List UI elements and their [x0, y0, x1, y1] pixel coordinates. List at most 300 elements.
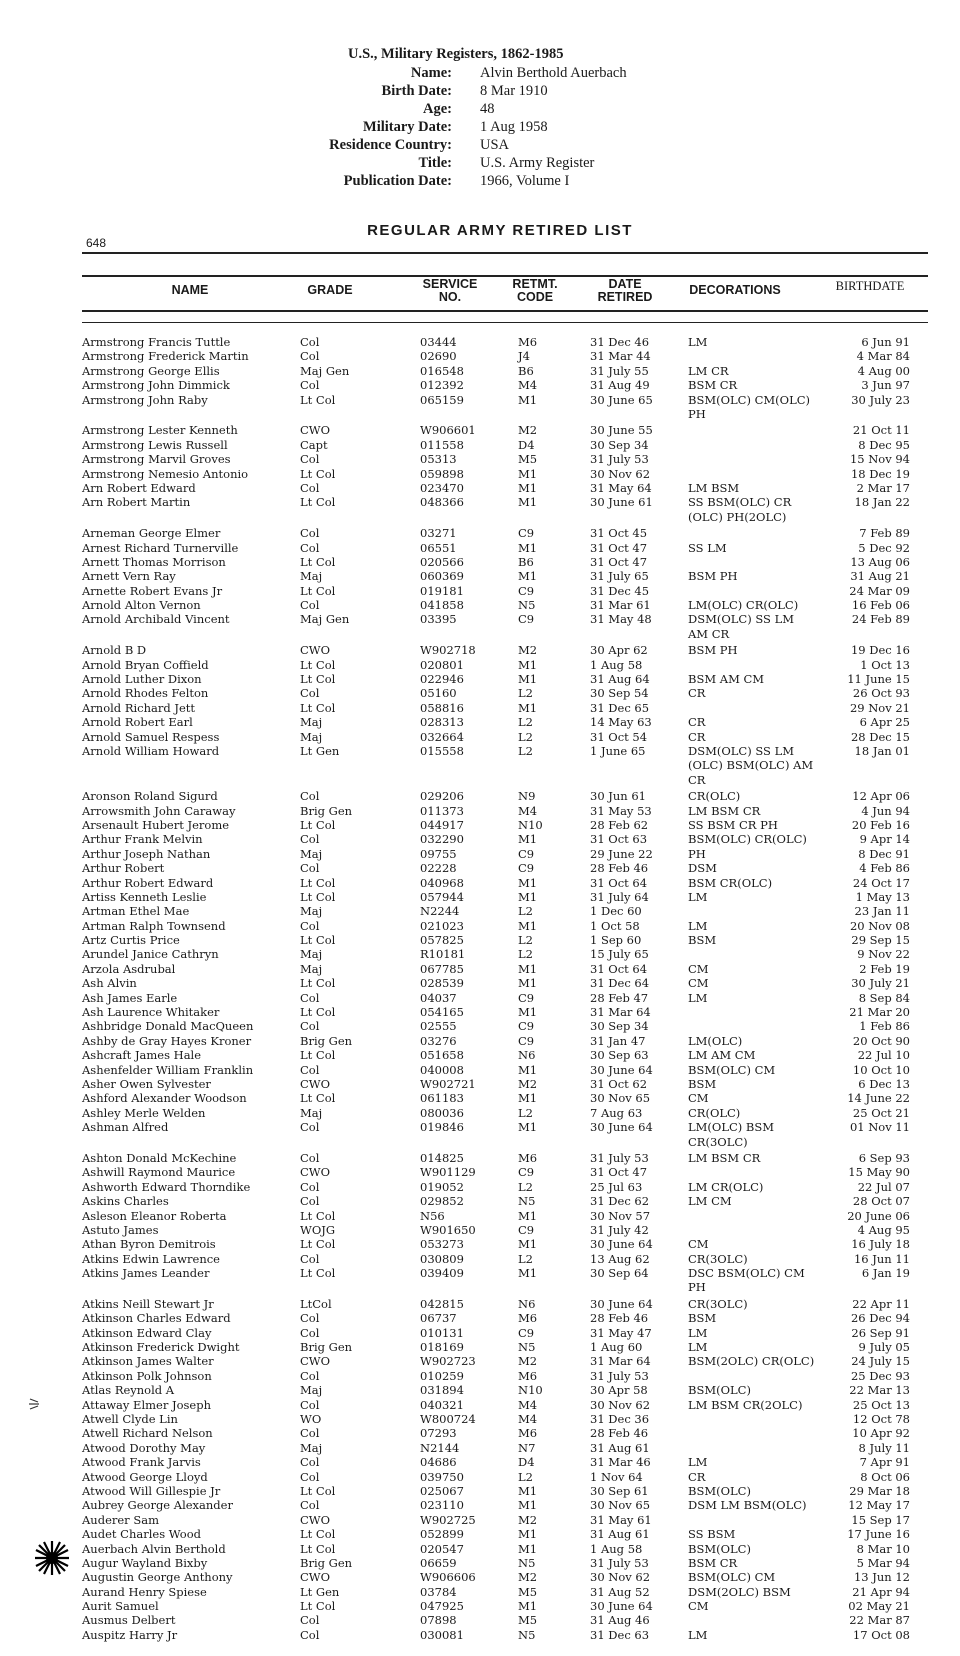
name-cell: Ashton Donald McKechine — [82, 1150, 237, 1165]
date-retired-cell: 31 Dec 36 — [590, 1412, 650, 1426]
table-row — [0, 1120, 960, 1151]
field-value: 1 Aug 1958 — [480, 119, 548, 135]
service-no-cell: 028539 — [420, 976, 464, 991]
service-no-cell: 022946 — [420, 672, 464, 687]
service-no-cell: 028313 — [420, 715, 464, 730]
birthdate-cell: 16 July 18 — [851, 1237, 910, 1252]
decorations-cell: CR — [688, 729, 706, 744]
record-title: U.S., Military Registers, 1862-1985 — [348, 46, 564, 62]
date-retired-cell: 31 Mar 46 — [590, 1455, 651, 1470]
decorations-cell: LM BSM — [688, 480, 740, 495]
name-cell: Asleson Eleanor Roberta — [82, 1208, 227, 1223]
date-retired-cell: 31 Oct 62 — [590, 1076, 648, 1091]
date-retired-cell: 30 June 64 — [590, 1237, 653, 1252]
table-row — [0, 832, 960, 846]
name-cell: Arnold Luther Dixon — [82, 672, 202, 687]
date-retired-cell: 31 July 65 — [590, 569, 649, 584]
date-retired-cell: 31 Dec 64 — [590, 976, 650, 991]
grade-cell: Lt Col — [300, 1599, 336, 1614]
service-no-cell: 03395 — [420, 612, 457, 627]
service-no-cell: 015558 — [420, 743, 464, 758]
name-cell: Ashley Merle Welden — [82, 1105, 206, 1120]
grade-cell: Col — [300, 1019, 320, 1034]
date-retired-cell: 28 Feb 46 — [590, 1426, 649, 1441]
date-retired-cell: 31 Aug 52 — [590, 1584, 650, 1599]
birthdate-cell: 9 Nov 22 — [857, 947, 910, 962]
date-retired-cell: 31 Mar 64 — [590, 1005, 651, 1020]
retmt-code-cell: M1 — [518, 1483, 538, 1498]
birthdate-cell: 25 Oct 21 — [852, 1105, 910, 1120]
table-row — [0, 744, 960, 789]
service-no-cell: 059898 — [420, 466, 464, 481]
decorations-cell: LM(OLC) — [688, 1033, 743, 1048]
field-value: 1966, Volume I — [480, 173, 570, 189]
service-no-cell: 05160 — [420, 686, 457, 701]
name-cell: Atwood George Lloyd — [82, 1469, 208, 1484]
header-birthdate: BIRTHDATE — [835, 279, 905, 293]
service-no-cell: 09755 — [420, 846, 457, 861]
grade-cell: Maj — [300, 947, 323, 962]
record-field — [0, 155, 960, 173]
decorations-cell: BSM(OLC) CM — [688, 1062, 776, 1077]
birthdate-cell: 4 Jun 94 — [861, 803, 910, 818]
table-row — [0, 1209, 960, 1223]
retmt-code-cell: C9 — [518, 846, 535, 861]
grade-cell: Lt Col — [300, 554, 336, 569]
retmt-code-cell: B6 — [518, 554, 534, 569]
name-cell: Arnold Archibald Vincent — [82, 612, 230, 627]
service-no-cell: W906601 — [420, 423, 476, 438]
grade-cell: Maj — [300, 569, 323, 584]
table-row — [0, 1311, 960, 1325]
birthdate-cell: 18 Dec 19 — [850, 466, 910, 481]
grade-cell: Col — [300, 1498, 320, 1513]
table-row — [0, 861, 960, 875]
service-no-cell: 012392 — [420, 378, 464, 393]
date-retired-cell: 1 Aug 58 — [590, 1541, 643, 1556]
table-row — [0, 919, 960, 933]
table-row — [0, 467, 960, 481]
date-retired-cell: 30 June 55 — [590, 423, 653, 438]
table-row — [0, 1613, 960, 1627]
table-header — [0, 276, 960, 310]
date-retired-cell: 31 Oct 47 — [590, 540, 648, 555]
table-row — [0, 1063, 960, 1077]
date-retired-cell: 31 May 48 — [590, 612, 652, 627]
service-no-cell: 025067 — [420, 1483, 464, 1498]
date-retired-cell: 31 Dec 46 — [590, 335, 650, 349]
retmt-code-cell: J4 — [518, 349, 530, 364]
grade-cell: Maj — [300, 729, 323, 744]
name-cell: Atkins Edwin Lawrence — [82, 1251, 220, 1266]
birthdate-cell: 4 Aug 00 — [857, 363, 910, 378]
date-retired-cell: 31 Dec 62 — [590, 1194, 650, 1209]
birthdate-cell: 29 Sep 15 — [851, 933, 910, 948]
table-row — [0, 598, 960, 612]
table-row — [0, 1398, 960, 1412]
table-row — [0, 1470, 960, 1484]
date-retired-cell: 29 June 22 — [590, 846, 653, 861]
field-label: Military Date: — [363, 119, 452, 135]
birthdate-cell: 17 June 16 — [847, 1527, 910, 1542]
decorations-cell: BSM(OLC) CR(OLC) — [688, 832, 807, 847]
retmt-code-cell: M4 — [518, 378, 538, 393]
record-field — [0, 119, 960, 137]
grade-cell: Col — [300, 598, 320, 613]
date-retired-cell: 31 Dec 63 — [590, 1627, 650, 1642]
name-cell: Arnett Vern Ray — [82, 569, 176, 584]
field-value: Alvin Berthold Auerbach — [480, 65, 627, 81]
date-retired-cell: 30 Sep 34 — [590, 1019, 649, 1034]
field-value: 48 — [480, 101, 495, 117]
decorations-cell: LM — [688, 889, 708, 904]
service-no-cell: 019181 — [420, 583, 464, 598]
date-retired-cell: 31 Mar 61 — [590, 598, 651, 613]
service-no-cell: 039409 — [420, 1266, 464, 1281]
service-no-cell: W901650 — [420, 1222, 476, 1237]
table-row — [0, 789, 960, 803]
starburst-marker-icon — [34, 1540, 70, 1576]
service-no-cell: 03444 — [420, 335, 457, 349]
birthdate-cell: 12 Apr 06 — [852, 789, 910, 804]
name-cell: Auspitz Harry Jr — [82, 1627, 178, 1642]
name-cell: Audet Charles Wood — [82, 1527, 202, 1542]
birthdate-cell: 1 Oct 13 — [860, 657, 910, 672]
retmt-code-cell: L2 — [518, 743, 533, 758]
service-no-cell: W902718 — [420, 643, 476, 658]
date-retired-cell: 28 Feb 46 — [590, 861, 649, 876]
date-retired-cell: 1 Aug 58 — [590, 657, 643, 672]
retmt-code-cell: M2 — [518, 423, 538, 438]
service-no-cell: 020566 — [420, 554, 464, 569]
retmt-code-cell: M1 — [518, 657, 538, 672]
retmt-code-cell: M1 — [518, 495, 538, 510]
grade-cell: Maj — [300, 1383, 323, 1398]
decorations-cell: CR(OLC) — [688, 789, 741, 804]
grade-cell: Capt — [300, 437, 328, 452]
grade-cell: Col — [300, 1613, 320, 1628]
birthdate-cell: 30 July 23 — [851, 392, 910, 407]
date-retired-cell: 31 Mar 44 — [590, 349, 651, 364]
retmt-code-cell: C9 — [518, 1165, 535, 1180]
record-field — [0, 65, 960, 83]
service-no-cell: W901129 — [420, 1165, 476, 1180]
name-cell: Atwood Frank Jarvis — [82, 1455, 201, 1470]
name-cell: Ashwill Raymond Maurice — [82, 1165, 236, 1180]
decorations-cell: LM — [688, 335, 708, 349]
grade-cell: Maj — [300, 846, 323, 861]
grade-cell: Brig Gen — [300, 803, 353, 818]
table-row — [0, 1180, 960, 1194]
table-row — [0, 1484, 960, 1498]
retmt-code-cell: M1 — [518, 1091, 538, 1106]
birthdate-cell: 24 Feb 89 — [851, 612, 910, 627]
date-retired-cell: 1 Sep 60 — [590, 933, 642, 948]
table-row — [0, 1165, 960, 1179]
birthdate-cell: 28 Oct 07 — [852, 1194, 910, 1209]
name-cell: Artman Ralph Townsend — [82, 918, 226, 933]
birthdate-cell: 16 Jun 11 — [853, 1251, 910, 1266]
table-row — [0, 1223, 960, 1237]
grade-cell: Lt Col — [300, 976, 336, 991]
retmt-code-cell: C9 — [518, 1019, 535, 1034]
decorations-cell: CM — [688, 1091, 709, 1106]
grade-cell: Col — [300, 1469, 320, 1484]
decorations-cell: CR — [688, 715, 706, 730]
service-no-cell: 061183 — [420, 1091, 464, 1106]
date-retired-cell: 30 Nov 65 — [590, 1498, 651, 1513]
table-row — [0, 452, 960, 466]
retmt-code-cell: L2 — [518, 1105, 533, 1120]
name-cell: Armstrong Francis Tuttle — [82, 335, 231, 349]
grade-cell: Lt Col — [300, 1237, 336, 1252]
birthdate-cell: 22 Mar 13 — [849, 1383, 910, 1398]
name-cell: Arnett Thomas Morrison — [82, 554, 226, 569]
service-no-cell: 023110 — [420, 1498, 464, 1513]
decorations-cell: BSM PH — [688, 569, 738, 584]
birthdate-cell: 30 July 21 — [851, 976, 910, 991]
table-row — [0, 1498, 960, 1512]
service-no-cell: 067785 — [420, 961, 464, 976]
table-row — [0, 438, 960, 452]
date-retired-cell: 31 May 64 — [590, 480, 652, 495]
service-no-cell: 020547 — [420, 1541, 464, 1556]
decorations-cell: LM(OLC) CR(OLC) — [688, 598, 799, 613]
decorations-cell: SS LM — [688, 540, 727, 555]
birthdate-cell: 17 Oct 08 — [852, 1627, 910, 1642]
birthdate-cell: 15 Nov 94 — [849, 452, 910, 467]
decorations-cell: BSM AM CM — [688, 672, 765, 687]
birthdate-cell: 12 May 17 — [848, 1498, 910, 1513]
name-cell: Augustin George Anthony — [82, 1570, 233, 1585]
grade-cell: Col — [300, 1325, 320, 1340]
page-number: 648 — [86, 236, 107, 250]
name-cell: Arneman George Elmer — [82, 526, 221, 541]
decorations-cell: CM — [688, 1237, 709, 1252]
birthdate-cell: 20 Oct 90 — [852, 1033, 910, 1048]
retmt-code-cell: M6 — [518, 1311, 538, 1326]
retmt-code-cell: M6 — [518, 1150, 538, 1165]
retmt-code-cell: B6 — [518, 363, 534, 378]
date-retired-cell: 31 May 47 — [590, 1325, 652, 1340]
table-row — [0, 876, 960, 890]
grade-cell: Lt Col — [300, 392, 336, 407]
name-cell: Astuto James — [82, 1222, 159, 1237]
service-no-cell: 016548 — [420, 363, 464, 378]
retmt-code-cell: M1 — [518, 832, 538, 847]
name-cell: Ashworth Edward Thorndike — [82, 1179, 251, 1194]
service-no-cell: 07293 — [420, 1426, 457, 1441]
date-retired-cell: 31 Aug 61 — [590, 1440, 650, 1455]
birthdate-cell: 13 Jun 12 — [853, 1570, 910, 1585]
name-cell: Aronson Roland Sigurd — [82, 789, 218, 804]
table-row — [0, 847, 960, 861]
service-no-cell: 052899 — [420, 1527, 464, 1542]
retired-list-table — [0, 335, 960, 1642]
birthdate-cell: 5 Mar 94 — [856, 1555, 910, 1570]
grade-cell: Lt Col — [300, 889, 336, 904]
name-cell: Ashford Alexander Woodson — [82, 1091, 247, 1106]
service-no-cell: 040008 — [420, 1062, 464, 1077]
service-no-cell: 042815 — [420, 1296, 464, 1311]
table-row — [0, 991, 960, 1005]
decorations-cell: CR(OLC) — [688, 1105, 741, 1120]
service-no-cell: 07898 — [420, 1613, 457, 1628]
table-row — [0, 933, 960, 947]
retmt-code-cell: N5 — [518, 1194, 536, 1209]
name-cell: Atwood Dorothy May — [82, 1440, 206, 1455]
birthdate-cell: 25 Oct 13 — [852, 1397, 910, 1412]
retmt-code-cell: L2 — [518, 947, 533, 962]
decorations-cell: DSM — [688, 861, 717, 876]
grade-cell: Col — [300, 349, 320, 364]
retmt-code-cell: L2 — [518, 1469, 533, 1484]
table-row — [0, 686, 960, 700]
birthdate-cell: 15 Sep 17 — [851, 1512, 910, 1527]
service-no-cell: R10181 — [420, 947, 466, 962]
name-cell: Armstrong John Raby — [82, 392, 208, 407]
grade-cell: Lt Col — [300, 700, 336, 715]
date-retired-cell: 30 Nov 57 — [590, 1208, 651, 1223]
date-retired-cell: 28 Feb 46 — [590, 1311, 649, 1326]
name-cell: Atwell Clyde Lin — [82, 1412, 178, 1426]
table-row — [0, 526, 960, 540]
decorations-cell: CM — [688, 976, 709, 991]
date-retired-cell: 30 June 64 — [590, 1120, 653, 1135]
table-row — [0, 1628, 960, 1642]
grade-cell: Lt Col — [300, 1527, 336, 1542]
grade-cell: Col — [300, 686, 320, 701]
retmt-code-cell: M1 — [518, 1120, 538, 1135]
date-retired-cell: 30 June 64 — [590, 1062, 653, 1077]
name-cell: Atkinson Charles Edward — [82, 1311, 231, 1326]
birthdate-cell: 9 Apr 14 — [859, 832, 910, 847]
name-cell: Artz Curtis Price — [82, 933, 180, 948]
table-row — [0, 1599, 960, 1613]
service-no-cell: 03276 — [420, 1033, 457, 1048]
date-retired-cell: 30 Apr 58 — [590, 1383, 648, 1398]
retmt-code-cell: M6 — [518, 335, 538, 349]
birthdate-cell: 22 Jul 10 — [857, 1048, 910, 1063]
grade-cell: Lt Col — [300, 672, 336, 687]
retmt-code-cell: L2 — [518, 729, 533, 744]
table-row — [0, 335, 960, 349]
birthdate-cell: 1 May 13 — [855, 889, 910, 904]
grade-cell: Lt Col — [300, 933, 336, 948]
birthdate-cell: 6 Jun 91 — [861, 335, 910, 349]
table-row — [0, 1048, 960, 1062]
grade-cell: Lt Col — [300, 1541, 336, 1556]
service-no-cell: 06659 — [420, 1555, 457, 1570]
date-retired-cell: 30 Apr 62 — [590, 643, 648, 658]
date-retired-cell: 30 Sep 63 — [590, 1048, 649, 1063]
table-row — [0, 1106, 960, 1120]
date-retired-cell: 31 May 53 — [590, 803, 652, 818]
retmt-code-cell: M1 — [518, 480, 538, 495]
retmt-code-cell: M1 — [518, 569, 538, 584]
birthdate-cell: 11 June 15 — [847, 672, 910, 687]
birthdate-cell: 31 Aug 21 — [850, 569, 910, 584]
birthdate-cell: 2 Feb 19 — [859, 961, 910, 976]
birthdate-cell: 20 Feb 16 — [851, 817, 910, 832]
retmt-code-cell: M2 — [518, 1512, 538, 1527]
date-retired-cell: 31 Dec 65 — [590, 700, 650, 715]
service-no-cell: 065159 — [420, 392, 464, 407]
table-row — [0, 495, 960, 526]
divider — [82, 322, 928, 323]
name-cell: Arnest Richard Turnerville — [82, 540, 239, 555]
service-no-cell: 039750 — [420, 1469, 464, 1484]
birthdate-cell: 8 Sep 84 — [858, 990, 910, 1005]
name-cell: Atkinson Frederick Dwight — [82, 1340, 240, 1355]
table-row — [0, 378, 960, 392]
service-no-cell: 06737 — [420, 1311, 457, 1326]
retmt-code-cell: M1 — [518, 700, 538, 715]
retmt-code-cell: M1 — [518, 1266, 538, 1281]
decorations-cell: LM — [688, 1325, 708, 1340]
birthdate-cell: 20 Nov 08 — [849, 918, 910, 933]
table-row — [0, 890, 960, 904]
decorations-cell: DSM LM BSM(OLC) — [688, 1498, 807, 1513]
retmt-code-cell: M4 — [518, 1412, 538, 1426]
name-cell: Asher Owen Sylvester — [82, 1076, 211, 1091]
name-cell: Armstrong Nemesio Antonio — [82, 466, 249, 481]
table-row — [0, 1340, 960, 1354]
service-no-cell: 03271 — [420, 526, 457, 541]
decorations-cell: LM — [688, 918, 708, 933]
table-row — [0, 393, 960, 424]
date-retired-cell: 30 June 64 — [590, 1296, 653, 1311]
service-no-cell: 032664 — [420, 729, 464, 744]
grade-cell: Maj — [300, 715, 323, 730]
retmt-code-cell: M1 — [518, 392, 538, 407]
date-retired-cell: 30 Sep 34 — [590, 437, 649, 452]
name-cell: Atwell Richard Nelson — [82, 1426, 213, 1441]
retmt-code-cell: N10 — [518, 1383, 543, 1398]
name-cell: Armstrong Lester Kenneth — [82, 423, 238, 438]
table-row — [0, 1570, 960, 1584]
name-cell: Ashcraft James Hale — [82, 1048, 202, 1063]
retmt-code-cell: N10 — [518, 817, 543, 832]
date-retired-cell: 1 June 65 — [590, 743, 646, 758]
name-cell: Arthur Frank Melvin — [82, 832, 203, 847]
decorations-cell: LM — [688, 1340, 708, 1355]
name-cell: Arthur Robert Edward — [82, 875, 214, 890]
name-cell: Artiss Kenneth Leslie — [82, 889, 207, 904]
service-no-cell: 02228 — [420, 861, 457, 876]
birthdate-cell: 26 Sep 91 — [851, 1325, 910, 1340]
grade-cell: Col — [300, 480, 320, 495]
field-label: Title: — [418, 155, 452, 171]
decorations-cell: BSM CR — [688, 378, 738, 393]
grade-cell: Col — [300, 526, 320, 541]
decorations-cell: BSM PH — [688, 643, 738, 658]
service-no-cell: 010131 — [420, 1325, 464, 1340]
retmt-code-cell: M1 — [518, 672, 538, 687]
date-retired-cell: 31 Oct 47 — [590, 1165, 648, 1180]
retmt-code-cell: M1 — [518, 466, 538, 481]
decorations-cell: CR(3OLC) — [688, 1296, 748, 1311]
grade-cell: Lt Col — [300, 466, 336, 481]
field-label: Publication Date: — [343, 173, 452, 189]
retmt-code-cell: M4 — [518, 803, 538, 818]
field-value: USA — [480, 137, 510, 153]
record-field — [0, 83, 960, 101]
service-no-cell: 040968 — [420, 875, 464, 890]
service-no-cell: 02690 — [420, 349, 457, 364]
table-row — [0, 1556, 960, 1570]
grade-cell: WOJG — [300, 1222, 336, 1237]
